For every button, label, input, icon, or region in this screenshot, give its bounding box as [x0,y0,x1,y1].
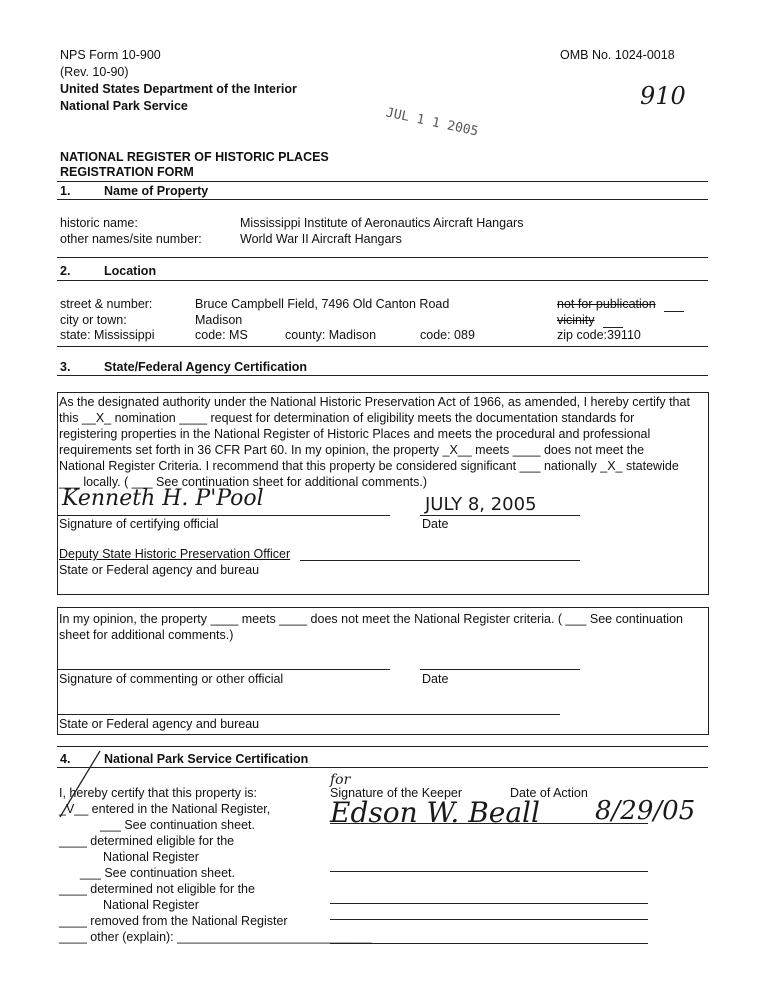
date-line [420,669,580,670]
city-value: Madison [195,313,243,327]
omb-number: OMB No. 1024-0018 [560,48,675,62]
section4-number: 4. [60,752,71,766]
option-not-eligible: ____ determined not eligible for the [59,882,255,896]
signature-line [57,669,390,670]
divider [57,346,708,347]
cert-line: registering properties in the National Register of Historic Places and meets the procedural and professional [59,427,651,441]
agency-label: State or Federal agency and bureau [59,717,260,731]
divider [57,375,708,376]
option-eligible-cont: National Register [103,850,199,864]
keeper-for: for [330,772,351,788]
divider [57,746,708,747]
certifying-date: JULY 8, 2005 [425,494,537,515]
section2-number: 2. [60,264,71,278]
date-label: Date [422,672,449,686]
form-revision: (Rev. 10-90) [60,65,129,79]
cert-line: As the designated authority under the National Historic Preservation Act of 1966, as amended, I hereby certify that [59,395,690,409]
opinion-line: In my opinion, the property ____ meets ____ does not meet the National Register criteria. ( ___ See continuation [59,612,683,626]
cert-line: ___ locally. ( ___ See continuation sheet for additional comments.) [59,475,428,489]
signature-line [330,823,648,824]
zip-code: zip code:39110 [557,328,641,342]
cert-line: National Register Criteria. I recommend that this property be considered significant ___ nationally _X_ statewide [59,459,679,473]
divider [57,257,708,258]
street-value: Bruce Campbell Field, 7496 Old Canton Road [195,297,450,311]
opinion-line: sheet for additional comments.) [59,628,234,642]
section1-number: 1. [60,184,71,198]
signature-line [330,919,648,920]
section1-title: Name of Property [104,184,209,198]
option-not-eligible-cont: National Register [103,898,199,912]
street-label: street & number: [60,297,153,311]
county: county: Madison [285,328,377,342]
divider [57,280,708,281]
other-names-label: other names/site number: [60,232,202,246]
blank-line [664,311,684,312]
not-for-publication: not for publication [557,297,656,311]
divider [57,199,708,200]
signature-line [330,871,648,872]
signature-line [57,515,390,516]
keeper-label: Signature of the Keeper [330,786,463,800]
state-code: code: MS [195,328,248,342]
form-number: NPS Form 10-900 [60,48,161,62]
agency-line [57,714,560,715]
received-stamp: JUL 1 1 2005 [384,105,480,140]
vicinity: vicinity [557,313,595,327]
official-title: Deputy State Historic Preservation Officer [59,547,291,561]
city-label: city or town: [60,313,127,327]
divider [57,767,708,768]
keeper-signature: Edson W. Beall [330,796,540,829]
department: United States Department of the Interior [60,82,297,96]
option-eligible: ____ determined eligible for the [59,834,235,848]
certify-intro: I, hereby certify that this property is: [59,786,257,800]
section2-title: Location [104,264,157,278]
option-other: ____ other (explain): ____________________________ [59,930,372,944]
county-code: code: 089 [420,328,475,342]
continuation-sheet: ___ See continuation sheet. [100,818,255,832]
signature-label: Signature of certifying official [59,517,219,531]
section4-title: National Park Service Certification [104,752,309,766]
other-names-value: World War II Aircraft Hangars [240,232,402,246]
cert-line: requirements set forth in 36 CFR Part 60. In my opinion, the property _X__ meets ____ does not meet the [59,443,645,457]
option-removed: ____ removed from the National Register [59,914,288,928]
signature-line [330,903,648,904]
historic-name-value: Mississippi Institute of Aeronautics Aircraft Hangars [240,216,524,230]
date-label: Date [422,517,449,531]
section3-title: State/Federal Agency Certification [104,360,308,374]
date-line [420,515,580,516]
form-title: NATIONAL REGISTER OF HISTORIC PLACES [60,150,329,164]
title-line [300,560,580,561]
continuation-sheet: ___ See continuation sheet. [80,866,235,880]
commenting-label: Signature of commenting or other official [59,672,284,686]
agency-label: State or Federal agency and bureau [59,563,260,577]
date-of-action-label: Date of Action [510,786,588,800]
divider [57,181,708,182]
option-entered: _V__ entered in the National Register, [59,802,271,816]
historic-name-label: historic name: [60,216,138,230]
signature-line [330,943,648,944]
certifying-signature: Kenneth H. P'Pool [62,486,264,511]
form-subtitle: REGISTRATION FORM [60,165,194,179]
agency: National Park Service [60,99,188,113]
cert-line: this __X_ nomination ____ request for determination of eligibility meets the documentation standards for [59,411,635,425]
section3-number: 3. [60,360,71,374]
handwritten-number: 910 [640,82,686,110]
state: state: Mississippi [60,328,155,342]
action-date: 8/29/05 [595,796,696,826]
